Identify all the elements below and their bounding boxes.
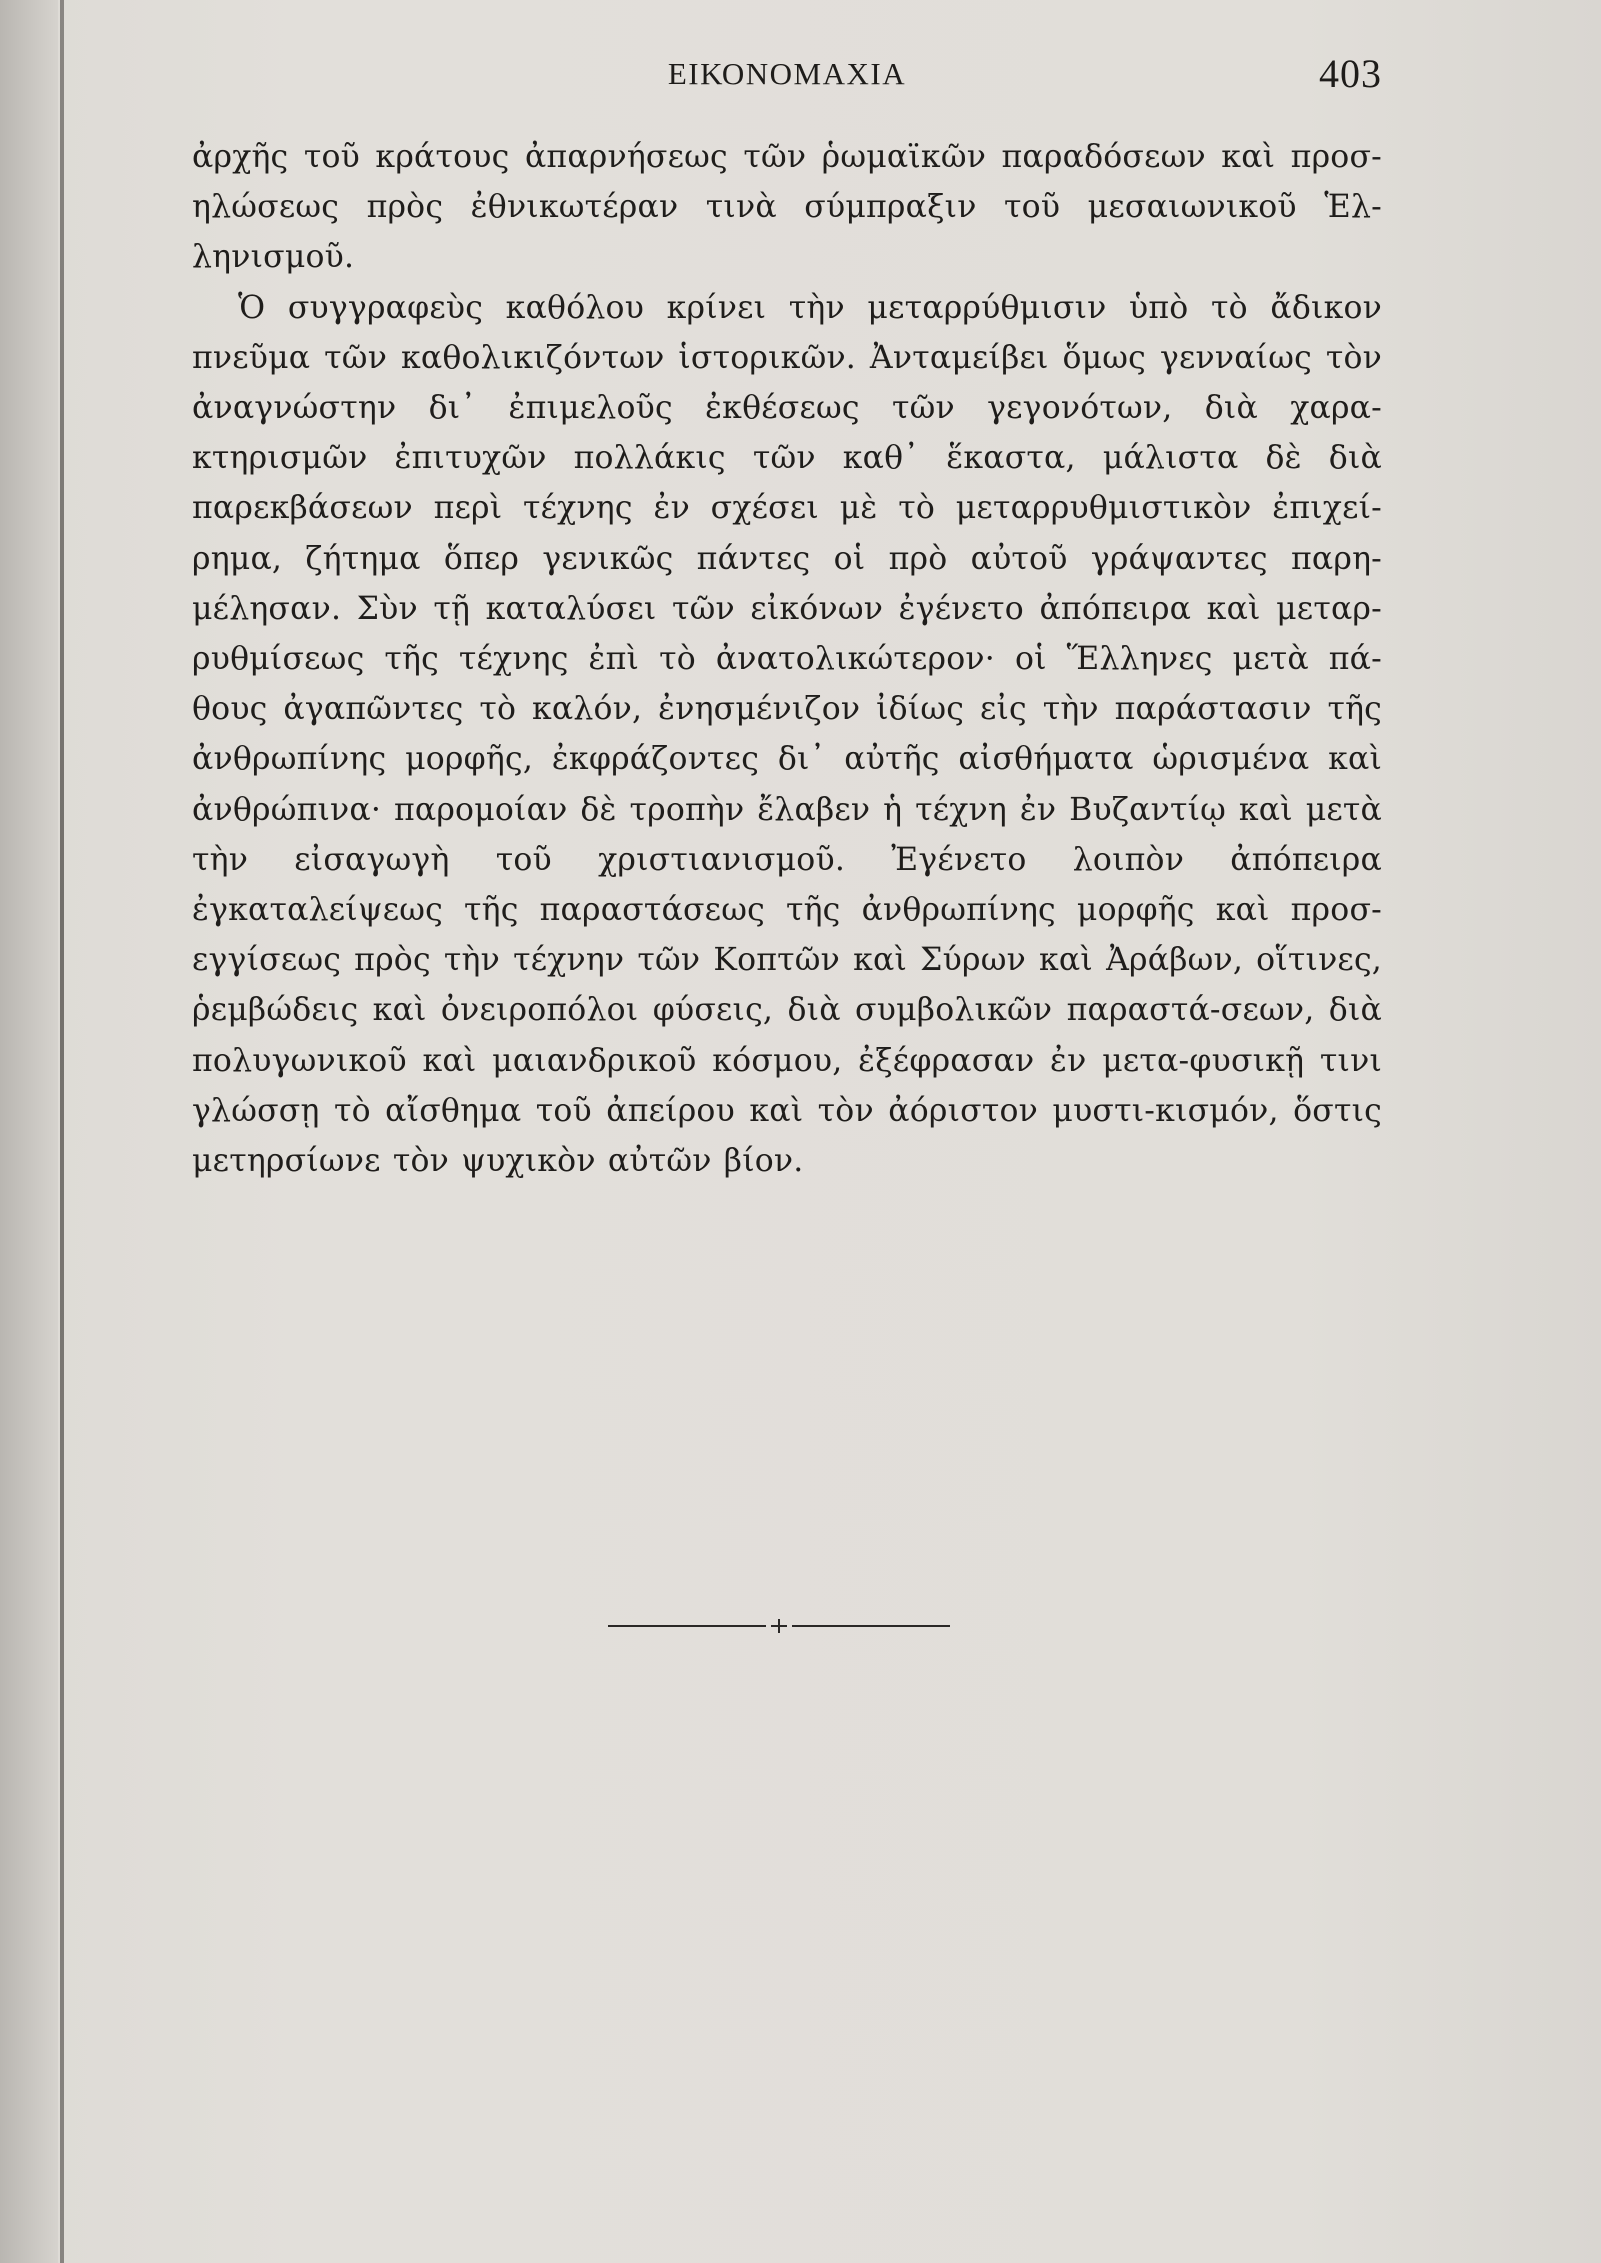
ornament-rule-right [792,1625,950,1627]
running-title: ΕΙΚΟΝΟΜΑΧΙΑ [667,56,907,91]
paragraph-main: Ὁ συγγραφεὺς καθόλου κρίνει τὴν μεταρρύθμισιν ὑπὸ τὸ ἄδικον πνεῦμα τῶν καθολικιζόντων ἱστορικῶν. Ἀνταμείβει ὅμως γενναίως τὸν ἀναγνώστην δι᾿ ἐπιμελοῦς ἐκθέσεως τῶν γεγονότων, διὰ χαρα-κτηρισμῶν ἐπιτυχῶν πολλάκις τῶν καθ᾿ ἕκαστα, μάλιστα δὲ διὰ παρεκβάσεων περὶ τέχνης ἐν σχέσει μὲ τὸ μεταρρυθμιστικὸν ἐπιχεί-ρημα, ζήτημα ὅπερ γενικῶς πάντες οἱ πρὸ αὐτοῦ γράψαντες παρη-μέλησαν. Σὺν τῇ καταλύσει τῶν εἰκόνων ἐγένετο ἀπόπειρα καὶ μεταρ-ρυθμίσεως τῆς τέχνης ἐπὶ τὸ ἀνατολικώτερον· οἱ Ἕλληνες μετὰ πά-θους ἀγαπῶντες τὸ καλόν, ἐνησμένιζον ἰδίως εἰς τὴν παράστασιν τῆς ἀνθρωπίνης μορφῆς, ἐκφράζοντες δι᾿ αὐτῆς αἰσθήματα ὡρισμένα καὶ ἀνθρώπινα· παρομοίαν δὲ τροπὴν ἔλαβεν ἡ τέχνη ἐν Βυζαντίῳ καὶ μετὰ τὴν εἰσαγωγὴ τοῦ χριστιανισμοῦ. Ἐγένετο λοιπὸν ἀπόπειρα ἐγκαταλείψεως τῆς παραστάσεως τῆς ἀνθρωπίνης μορφῆς καὶ προσ-εγγίσεως πρὸς τὴν τέχνην τῶν Κοπτῶν καὶ Σύρων καὶ Ἀράβων, οἵτινες, ῥεμβώδεις καὶ ὀνειροπόλοι φύσεις, διὰ συμβολικῶν παραστά-σεων, διὰ πολυγωνικοῦ καὶ μαιανδρικοῦ κόσμου, ἐξέφρασαν ἐν μετα-φυσικῇ τινι γλώσσῃ τὸ αἴσθημα τοῦ ἀπείρου καὶ τὸν ἀόριστον μυστι-κισμόν, ὅστις μετηρσίωνε τὸν ψυχικὸν αὐτῶν βίον. [192,289,1382,1180]
running-head [192,50,1382,100]
ornament-cross-icon [771,1619,787,1633]
ornament-rule-left [608,1625,766,1627]
paragraph-continuation: ἀρχῆς τοῦ κράτους ἀπαρνήσεως τῶν ῥωμαϊκῶν παραδόσεων καὶ προσ-ηλώσεως πρὸς ἐθνικωτέραν τινὰ σύμπραξιν τοῦ μεσαιωνικοῦ Ἑλ-ληνισμοῦ. [192,139,1382,276]
book-gutter-line [60,0,64,2263]
section-end-ornament [608,1619,950,1633]
body-text [192,132,1382,1186]
page-number: 403 [1319,51,1382,96]
book-gutter-shadow [0,0,58,2263]
